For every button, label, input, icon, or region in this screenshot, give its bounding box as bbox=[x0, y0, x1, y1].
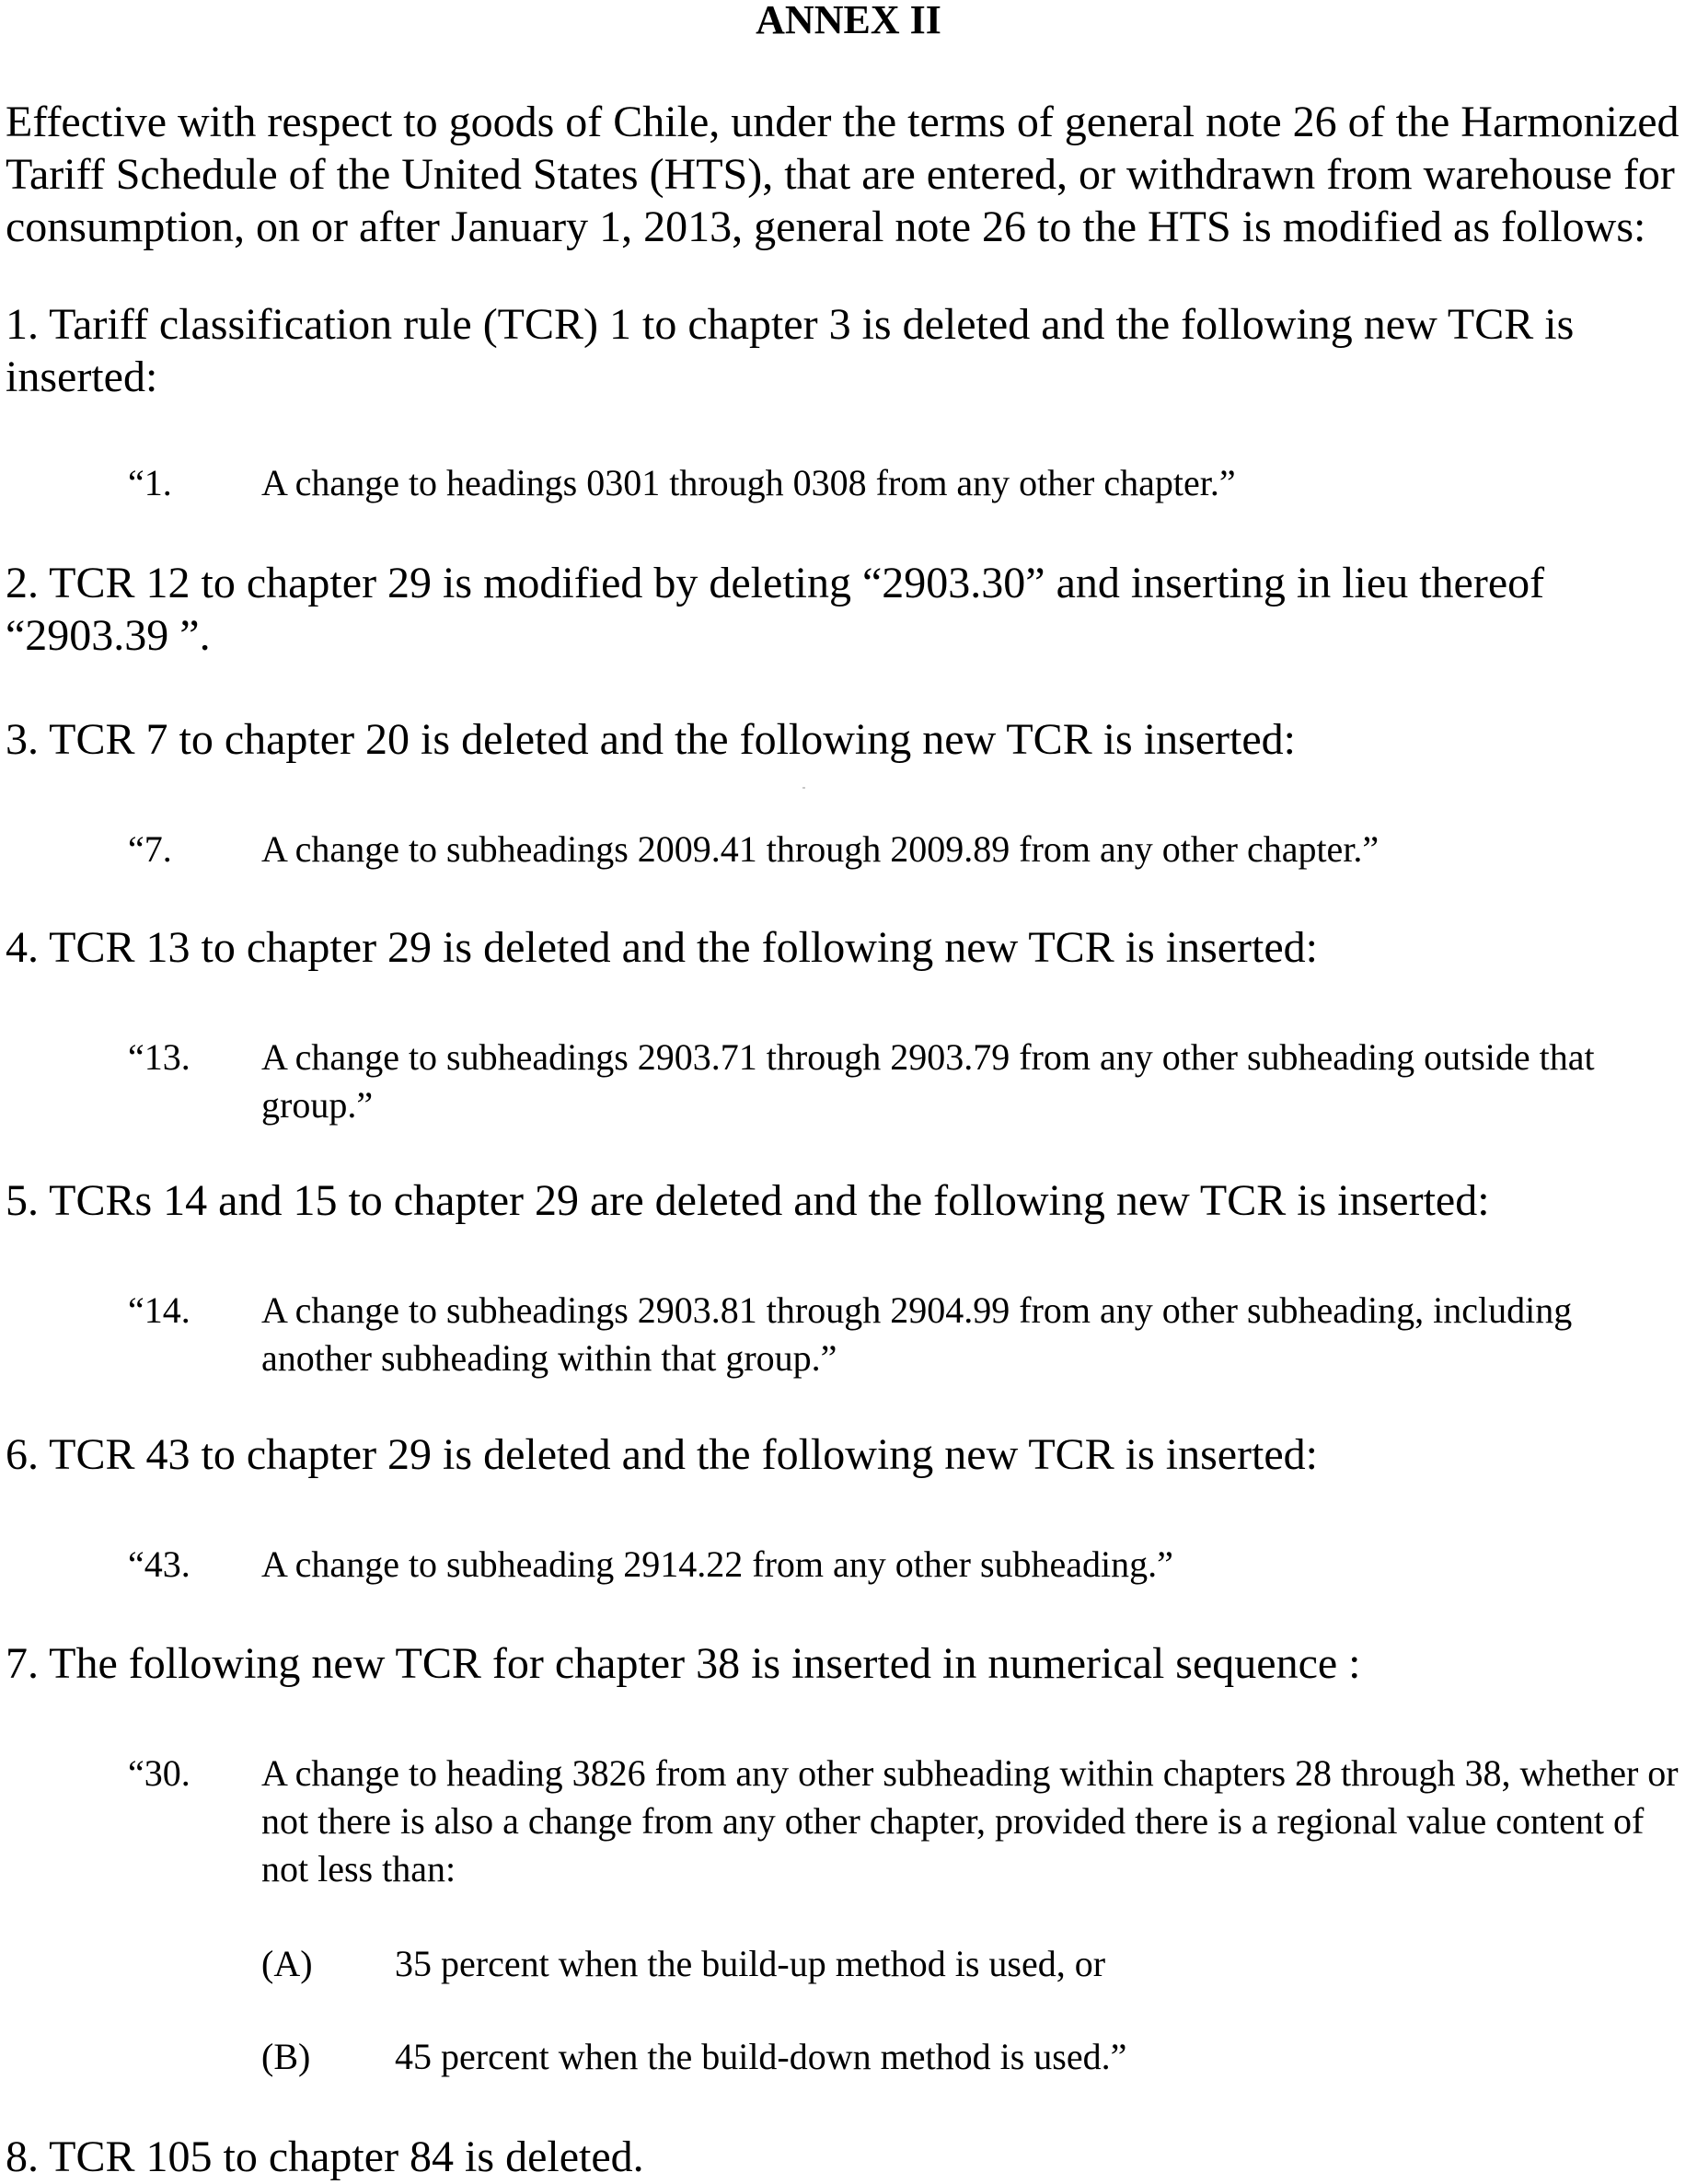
rule-text: A change to subheadings 2009.41 through 2009.89 from any other chapter.” bbox=[261, 828, 1380, 870]
rule-number: “14. bbox=[128, 1289, 190, 1331]
item-5-paragraph: 5. TCRs 14 and 15 to chapter 29 are deleted and the following new TCR is inserted: bbox=[6, 1176, 1490, 1225]
item-4-paragraph: 4. TCR 13 to chapter 29 is deleted and the following new TCR is inserted: bbox=[6, 923, 1319, 972]
subitem-label: (A) bbox=[261, 1943, 313, 1984]
scan-speck bbox=[802, 787, 805, 789]
rule-number: “13. bbox=[128, 1036, 190, 1078]
item-8-paragraph: 8. TCR 105 to chapter 84 is deleted. bbox=[6, 2132, 644, 2181]
rule-number: “7. bbox=[128, 828, 172, 870]
rule-number: “43. bbox=[128, 1543, 190, 1585]
rule-text: A change to subheadings 2903.81 through 2904.99 from any other subheading, including another subheading within that group.” bbox=[261, 1289, 1573, 1379]
item-1-paragraph: 1. Tariff classification rule (TCR) 1 to chapter 3 is deleted and the following new TCR is inserted: bbox=[6, 300, 1575, 401]
subitem-text: 35 percent when the build-up method is used, or bbox=[395, 1943, 1106, 1984]
subitem-text: 45 percent when the build-down method is used.” bbox=[395, 2036, 1127, 2077]
rule-text: A change to heading 3826 from any other subheading within chapters 28 through 38, whether or not there is also a change from any other chapter, provided there is a regional value content of not less than: bbox=[261, 1752, 1679, 1889]
rule-number: “30. bbox=[128, 1752, 190, 1794]
rule-text: A change to subheadings 2903.71 through 2903.79 from any other subheading outside that group.” bbox=[261, 1036, 1595, 1126]
rule-text: A change to subheading 2914.22 from any other subheading.” bbox=[261, 1543, 1173, 1585]
document-title: ANNEX II bbox=[756, 0, 941, 42]
item-2-paragraph: 2. TCR 12 to chapter 29 is modified by deleting “2903.30” and inserting in lieu thereof “2903.39 ”. bbox=[6, 559, 1545, 660]
rule-number: “1. bbox=[128, 462, 172, 503]
rule-text: A change to headings 0301 through 0308 from any other chapter.” bbox=[261, 462, 1236, 503]
subitem-label: (B) bbox=[261, 2036, 311, 2077]
item-3-paragraph: 3. TCR 7 to chapter 20 is deleted and the following new TCR is inserted: bbox=[6, 715, 1297, 764]
item-6-paragraph: 6. TCR 43 to chapter 29 is deleted and the following new TCR is inserted: bbox=[6, 1430, 1319, 1479]
intro-paragraph: Effective with respect to goods of Chile, under the terms of general note 26 of the Harmonized Tariff Schedule of the United States (HTS), that are entered, or withdrawn from warehouse for consumption, on or after January 1, 2013, general note 26 to the HTS is modified as follows: bbox=[6, 98, 1680, 251]
item-7-paragraph: 7. The following new TCR for chapter 38 is inserted in numerical sequence : bbox=[6, 1639, 1361, 1688]
